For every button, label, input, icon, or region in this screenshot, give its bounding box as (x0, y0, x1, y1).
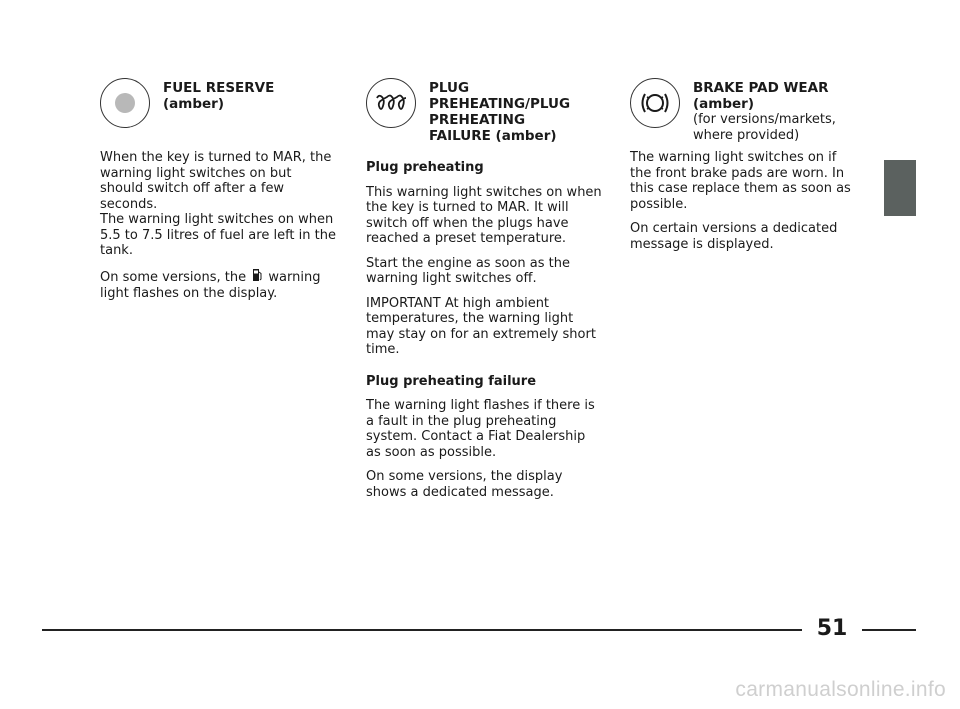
chapter-tab (884, 160, 916, 216)
fuel-reserve-header (100, 78, 336, 128)
fuel-pump-icon (252, 268, 262, 287)
fuel-reserve-section (100, 78, 336, 311)
fuel-reserve-lamp-icon (100, 78, 150, 128)
plug-preheating-title: PLUG PREHEATING/PLUG PREHEATING FAILURE (amber) (429, 80, 571, 144)
plug-preheating-subtitle-2: Plug preheating failure (366, 373, 537, 389)
watermark: carmanualsonline.info (735, 678, 946, 701)
plug-preheating-text-1: This warning light switches on when the key is turned to MAR. It will switch off when the plugs have reached a preset temperature. (366, 184, 602, 246)
brake-pad-text-1: The warning light switches on if the front brake pads are worn. In this case replace them as soon as possible. (630, 150, 851, 212)
footer-rule-right (862, 629, 916, 631)
brake-pad-header (630, 78, 860, 144)
plug-preheating-section (366, 78, 602, 509)
brake-pad-subtitle: (amber) (693, 96, 754, 112)
plug-preheating-text-5: On some versions, the display shows a dedicated message. (366, 469, 563, 500)
fuel-reserve-text-1b: The warning light switches on when 5.5 to 7.5 litres of fuel are left in the tank. (100, 212, 336, 258)
fuel-reserve-subtitle: (amber) (163, 96, 224, 112)
fuel-reserve-text-2-before: On some versions, the (100, 269, 247, 285)
fuel-reserve-text-1a: When the key is turned to MAR, the warning light switches on but should switch off after a few seconds. (100, 150, 332, 212)
brake-pad-title: BRAKE PAD WEAR (693, 80, 829, 96)
plug-preheating-header (366, 78, 602, 144)
plug-preheating-text-3: IMPORTANT At high ambient temperatures, the warning light may stay on for an extremely short time. (366, 295, 596, 357)
plug-preheating-text-4: The warning light flashes if there is a fault in the plug preheating system. Contact a Fiat Dealership as soon as possible. (366, 398, 595, 460)
brake-pad-text-2: On certain versions a dedicated message is displayed. (630, 221, 838, 252)
brake-pad-wear-icon (630, 78, 680, 128)
glow-plug-coil-icon (366, 78, 416, 128)
plug-preheating-subtitle-1: Plug preheating (366, 160, 484, 175)
plug-preheating-text-2: Start the engine as soon as the warning light switches off. (366, 255, 570, 286)
fuel-reserve-title: FUEL RESERVE (163, 80, 275, 96)
brake-pad-note: (for versions/markets, where provided) (693, 112, 836, 143)
fuel-reserve-text-2 (100, 268, 336, 302)
brake-pad-section (630, 78, 860, 261)
page-number: 51 (816, 616, 848, 641)
footer-rule-left (42, 629, 802, 631)
fuel-reserve-text-2-after: warning light flashes on the display. (100, 269, 321, 301)
